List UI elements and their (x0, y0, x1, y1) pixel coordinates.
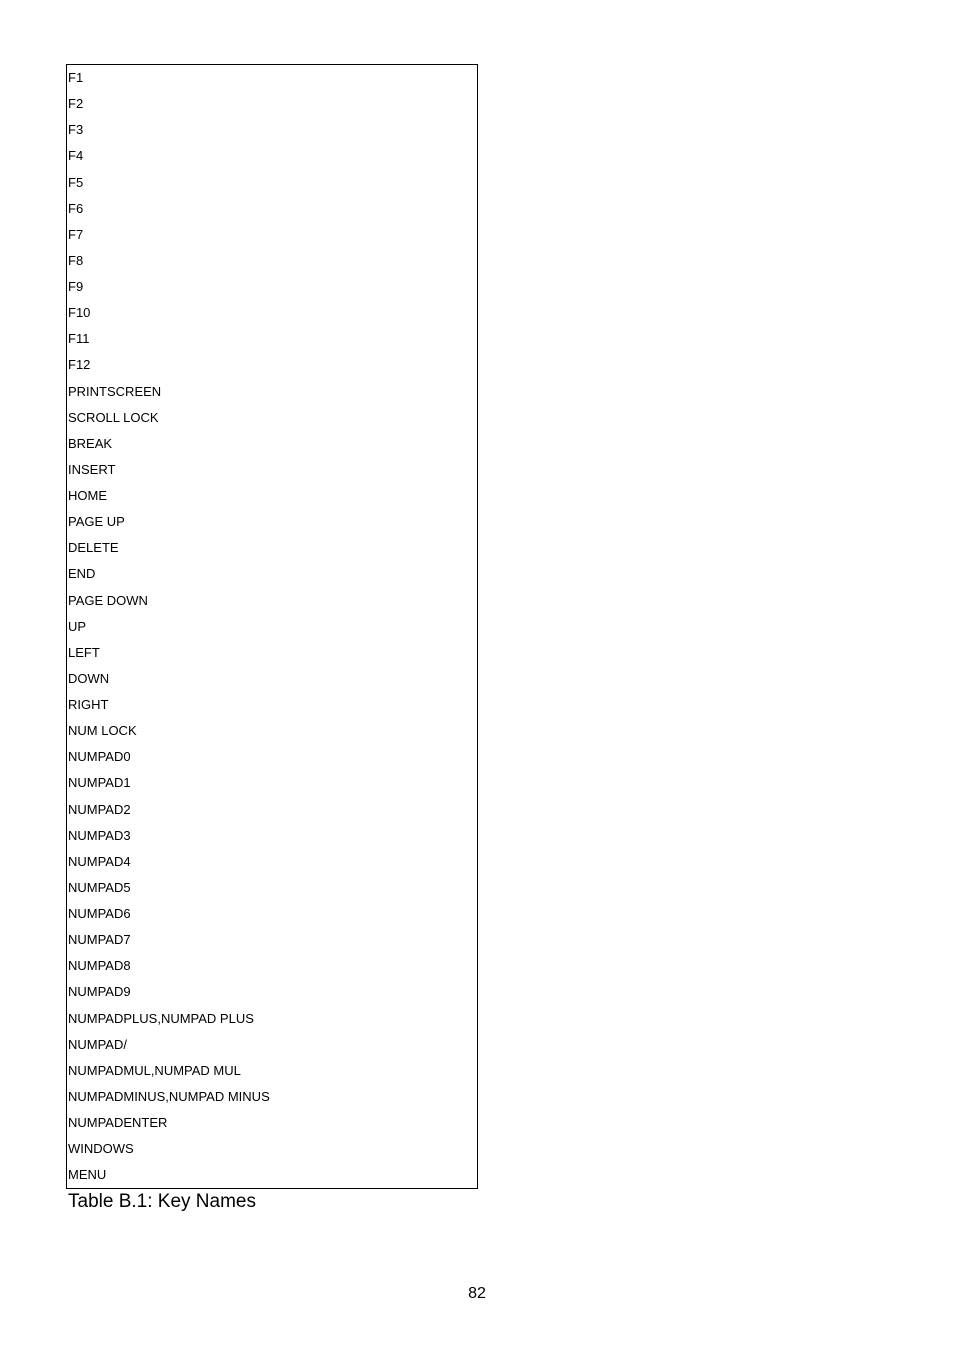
key-name-row: NUMPAD1 (68, 775, 131, 791)
key-name-row: BREAK (68, 435, 113, 451)
key-name-row: NUMPAD7 (68, 932, 131, 948)
key-name-row: NUMPAD/ (68, 1036, 127, 1052)
key-name-row: F12 (68, 357, 91, 373)
key-name-row: F9 (68, 279, 84, 294)
key-name-row: F1 (68, 70, 84, 85)
key-name-row: F6 (68, 200, 84, 216)
key-name-row: NUMPAD9 (68, 984, 131, 1000)
key-name-row: NUMPAD8 (68, 958, 131, 974)
key-name-row: NUMPADMUL,NUMPAD MUL (68, 1062, 241, 1078)
key-name-row: UP (68, 618, 87, 634)
key-name-row: INSERT (68, 461, 116, 477)
key-name-row: DELETE (68, 540, 119, 556)
key-name-row: F2 (68, 96, 84, 112)
key-name-row: NUMPADMINUS,NUMPAD MINUS (68, 1088, 270, 1104)
key-name-row: F7 (68, 226, 84, 242)
key-name-row: PRINTSCREEN (68, 383, 162, 399)
key-name-row: F5 (68, 174, 84, 190)
key-name-row: NUMPAD2 (68, 801, 131, 817)
key-name-row: NUM LOCK (68, 723, 137, 739)
key-name-row: NUMPAD4 (68, 853, 131, 869)
key-name-row: F8 (68, 252, 84, 268)
key-name-row: NUMPAD3 (68, 827, 131, 843)
key-name-row: PAGE UP (68, 514, 125, 530)
key-name-row: RIGHT (68, 697, 109, 712)
key-name-row: NUMPAD5 (68, 879, 131, 895)
key-names-table (66, 64, 478, 1189)
key-name-row: SCROLL LOCK (68, 409, 159, 425)
key-name-row: F3 (68, 122, 84, 138)
table-caption: Table B.1: Key Names (68, 1191, 256, 1212)
page-number: 82 (468, 1285, 486, 1302)
key-name-row: F11 (68, 331, 90, 347)
key-name-row: DOWN (68, 670, 110, 686)
key-name-row: LEFT (68, 644, 100, 660)
key-name-row: NUMPAD0 (68, 749, 131, 765)
key-name-row: NUMPADPLUS,NUMPAD PLUS (68, 1010, 254, 1026)
key-name-row: END (68, 566, 96, 582)
key-list (68, 65, 468, 1188)
key-name-row: F4 (68, 148, 84, 164)
key-name-row: NUMPADENTER (68, 1115, 168, 1130)
key-name-row: HOME (68, 488, 107, 503)
key-name-row: PAGE DOWN (68, 592, 148, 608)
key-name-row: WINDOWS (68, 1141, 134, 1157)
key-name-row: MENU (68, 1167, 107, 1183)
key-name-row: NUMPAD6 (68, 906, 131, 921)
key-name-row: F10 (68, 305, 91, 321)
